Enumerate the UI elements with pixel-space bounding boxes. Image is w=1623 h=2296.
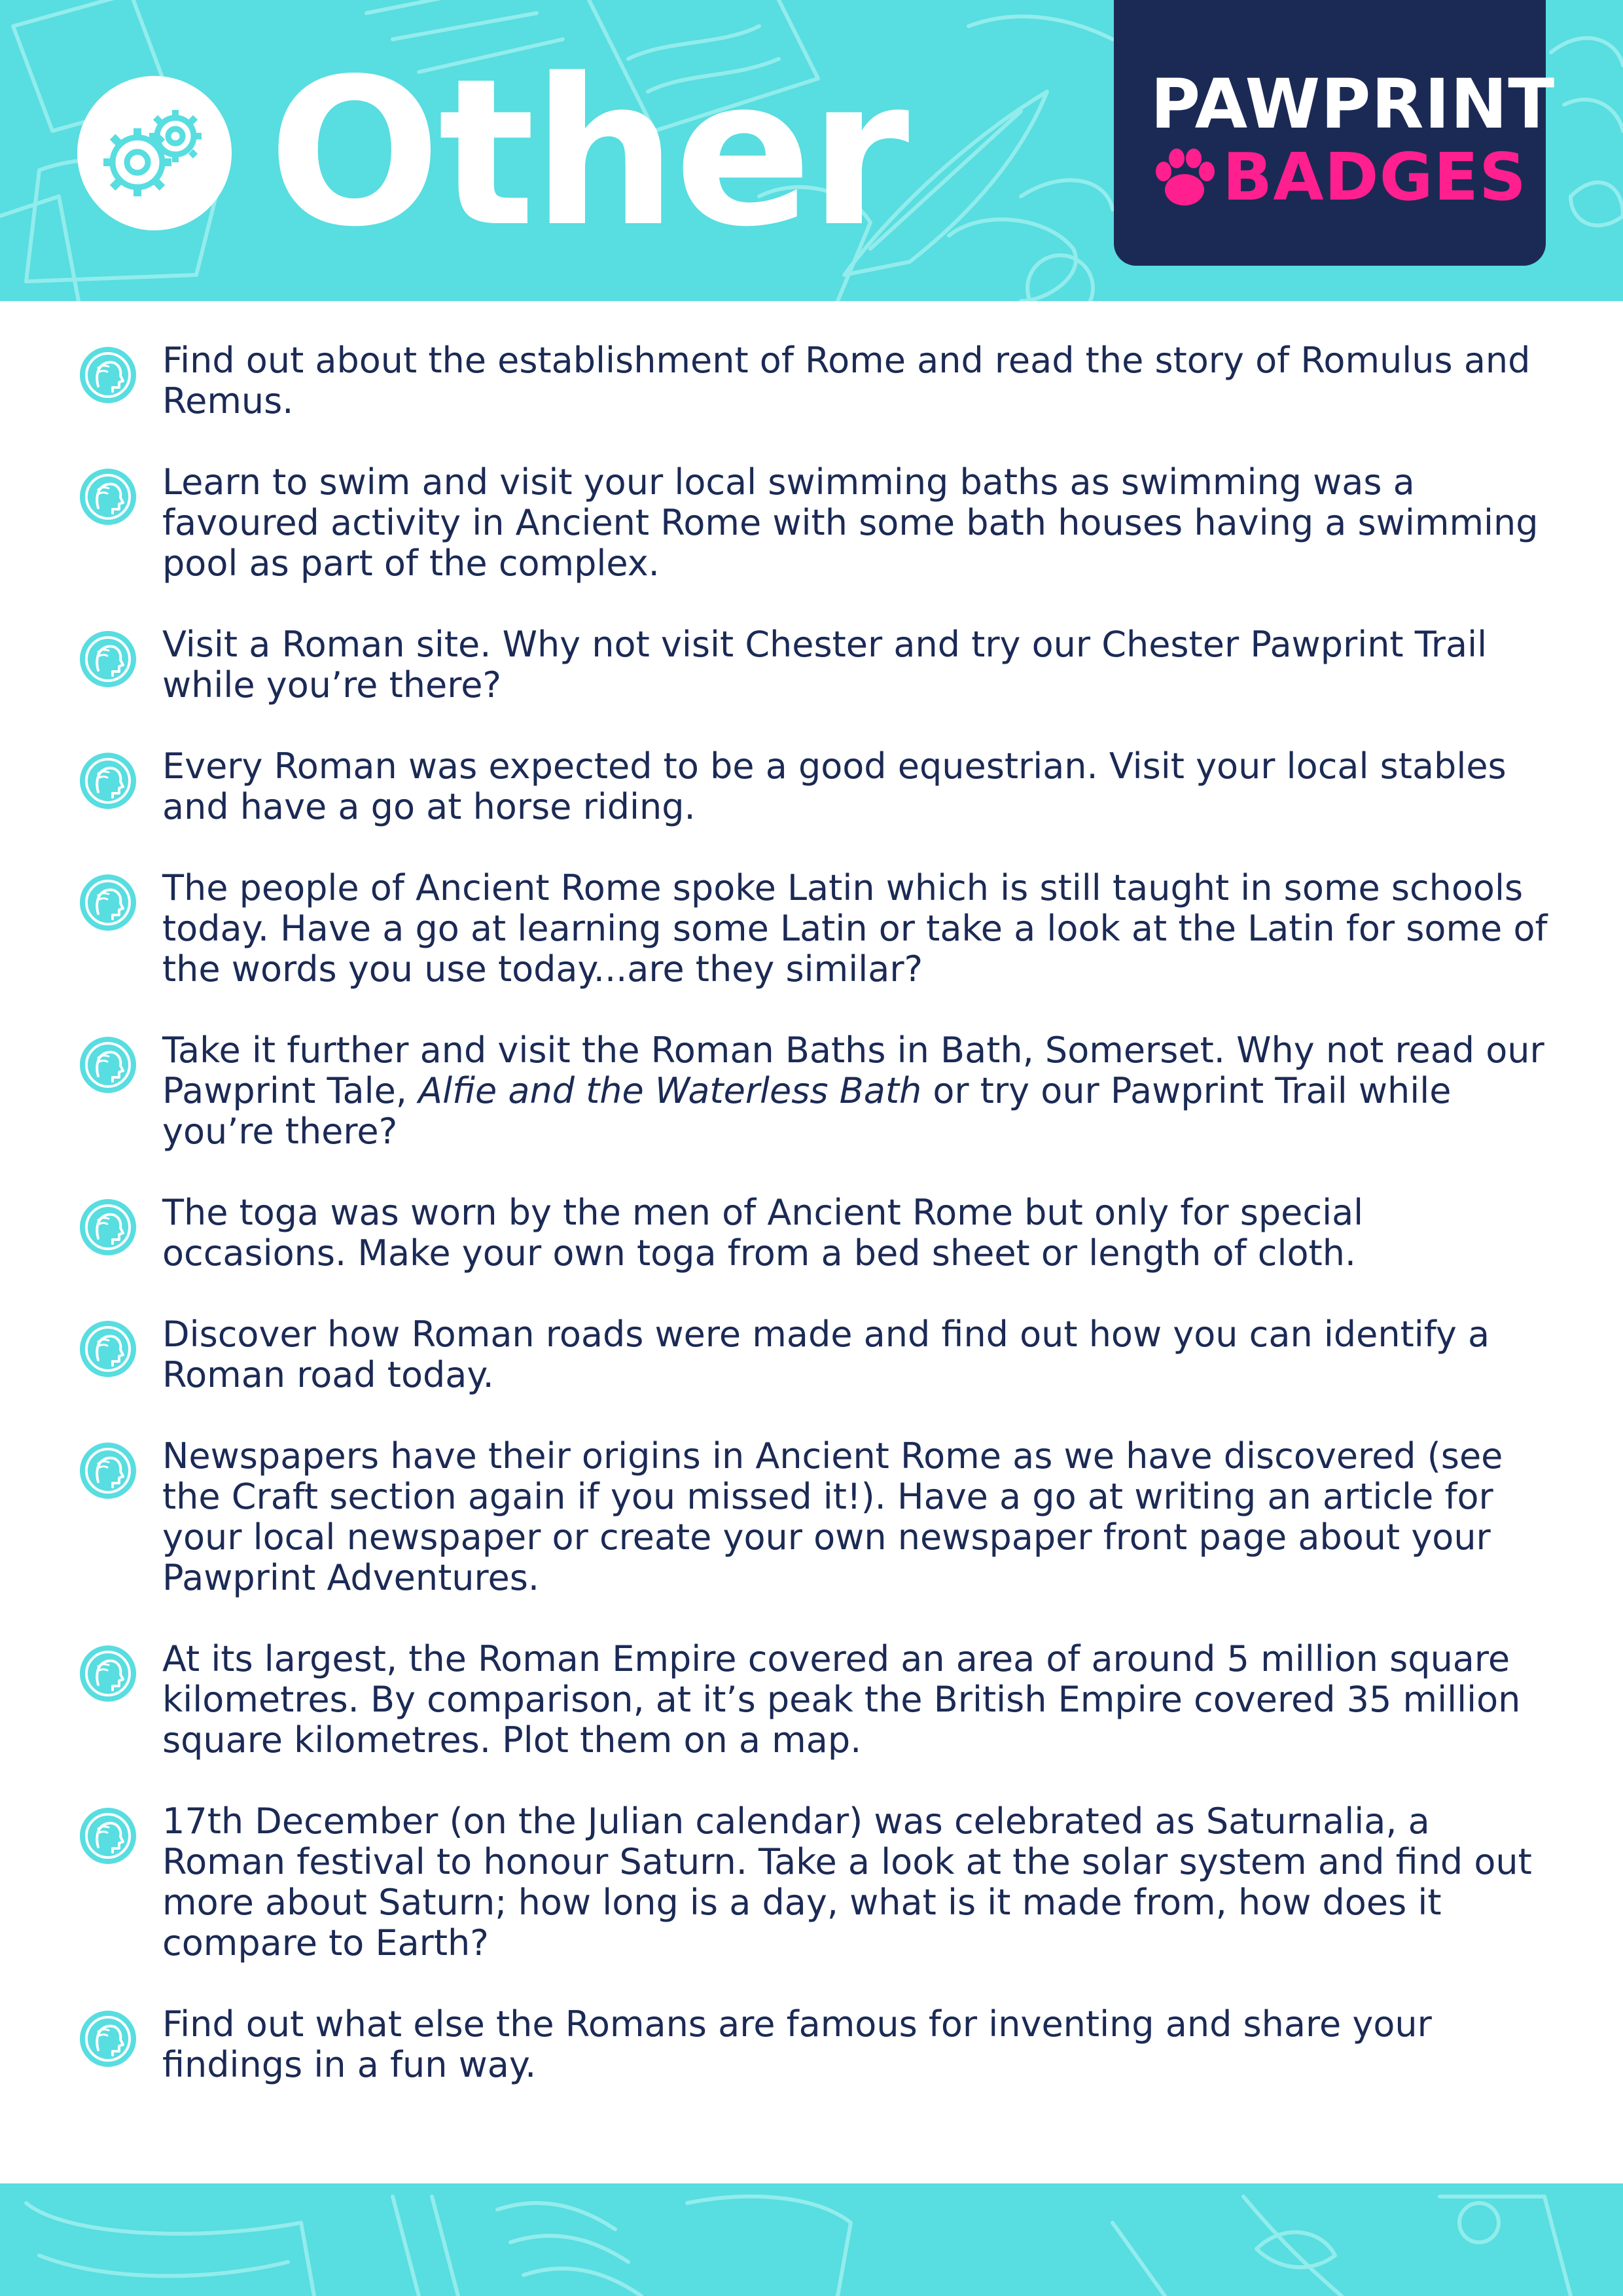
list-item-text: At its largest, the Roman Empire covered an area of around 5 million square kilometres. By comparison, at it’s peak the British Empire covered 35 million square kilometres. Plot them on a map. xyxy=(162,1638,1521,1761)
list-item xyxy=(0,340,1623,422)
brand-logo-top: PAWPRINT xyxy=(1150,64,1556,144)
list-item xyxy=(0,1314,1623,1395)
roman-head-icon xyxy=(79,346,137,404)
roman-head-icon xyxy=(79,1319,137,1378)
roman-head-icon xyxy=(79,467,137,526)
roman-head-icon xyxy=(79,1441,137,1500)
list-item xyxy=(0,1436,1623,1598)
list-item xyxy=(0,1030,1623,1152)
paw-icon xyxy=(1152,148,1217,211)
list-item-text: Learn to swim and visit your local swimming baths as swimming was a favoured activity in Ancient Rome with some bath houses having a swimming pool as part of the complex. xyxy=(162,461,1539,584)
list-item-text: Find out about the establishment of Rome and read the story of Romulus and Remus. xyxy=(162,340,1531,422)
list-item-text: Newspapers have their origins in Ancient Rome as we have discovered (see the Craft section again if you missed it!). Have a go at writing an article for your local newspaper or create your own newspaper front page about your Pawprint Adventures. xyxy=(162,1435,1503,1598)
list-item xyxy=(0,868,1623,990)
list-item-text xyxy=(162,1030,1556,1152)
page-title: Other xyxy=(268,35,907,272)
list-item xyxy=(0,2004,1623,2085)
roman-head-icon xyxy=(79,873,137,932)
list-item-text: The toga was worn by the men of Ancient Rome but only for special occasions. Make your own toga from a bed sheet or length of cloth. xyxy=(162,1192,1364,1274)
roman-head-icon xyxy=(79,1644,137,1703)
list-item xyxy=(0,1801,1623,1964)
roman-head-icon xyxy=(79,1035,137,1094)
book-title: Alfie and the Waterless Bath xyxy=(418,1070,922,1111)
list-item xyxy=(0,624,1623,706)
list-item xyxy=(0,1193,1623,1274)
activity-list xyxy=(0,340,1623,2126)
roman-head-icon xyxy=(79,1806,137,1865)
list-item xyxy=(0,462,1623,584)
list-item-text-part: or try our Pawprint Trail while you’re there? xyxy=(162,1070,1452,1152)
roman-head-icon xyxy=(79,1198,137,1257)
list-item-text: Every Roman was expected to be a good equestrian. Visit your local stables and have a go at horse riding. xyxy=(162,745,1507,827)
list-item-text: Discover how Roman roads were made and find out how you can identify a Roman road today. xyxy=(162,1314,1490,1395)
list-item xyxy=(0,746,1623,827)
brand-logo-bottom: BADGES xyxy=(1222,139,1527,215)
list-item-text-part: Take it further and visit the Roman Baths in Bath, Somerset. Why not read our Pawprint Tale, xyxy=(162,1030,1544,1111)
gears-icon xyxy=(77,76,232,230)
doodle-pattern xyxy=(0,2183,1623,2296)
list-item xyxy=(0,1639,1623,1761)
roman-head-icon xyxy=(79,751,137,810)
footer-banner xyxy=(0,2183,1623,2296)
roman-head-icon xyxy=(79,2009,137,2068)
header-banner xyxy=(0,0,1623,301)
list-item-text: The people of Ancient Rome spoke Latin which is still taught in some schools today. Have a go at learning some Latin or take a look at the Latin for some of the words you use today...are they similar? xyxy=(162,867,1548,990)
list-item-text: Find out what else the Romans are famous for inventing and share your findings in a fun way. xyxy=(162,2003,1432,2085)
list-item-text: Visit a Roman site. Why not visit Chester and try our Chester Pawprint Trail while you’re there? xyxy=(162,624,1488,706)
roman-head-icon xyxy=(79,630,137,689)
list-item-text: 17th December (on the Julian calendar) was celebrated as Saturnalia, a Roman festival to honour Saturn. Take a look at the solar system and find out more about Saturn; how long is a day, what is it made from, how does it compare to Earth? xyxy=(162,1801,1532,1964)
brand-logo xyxy=(1114,0,1556,266)
